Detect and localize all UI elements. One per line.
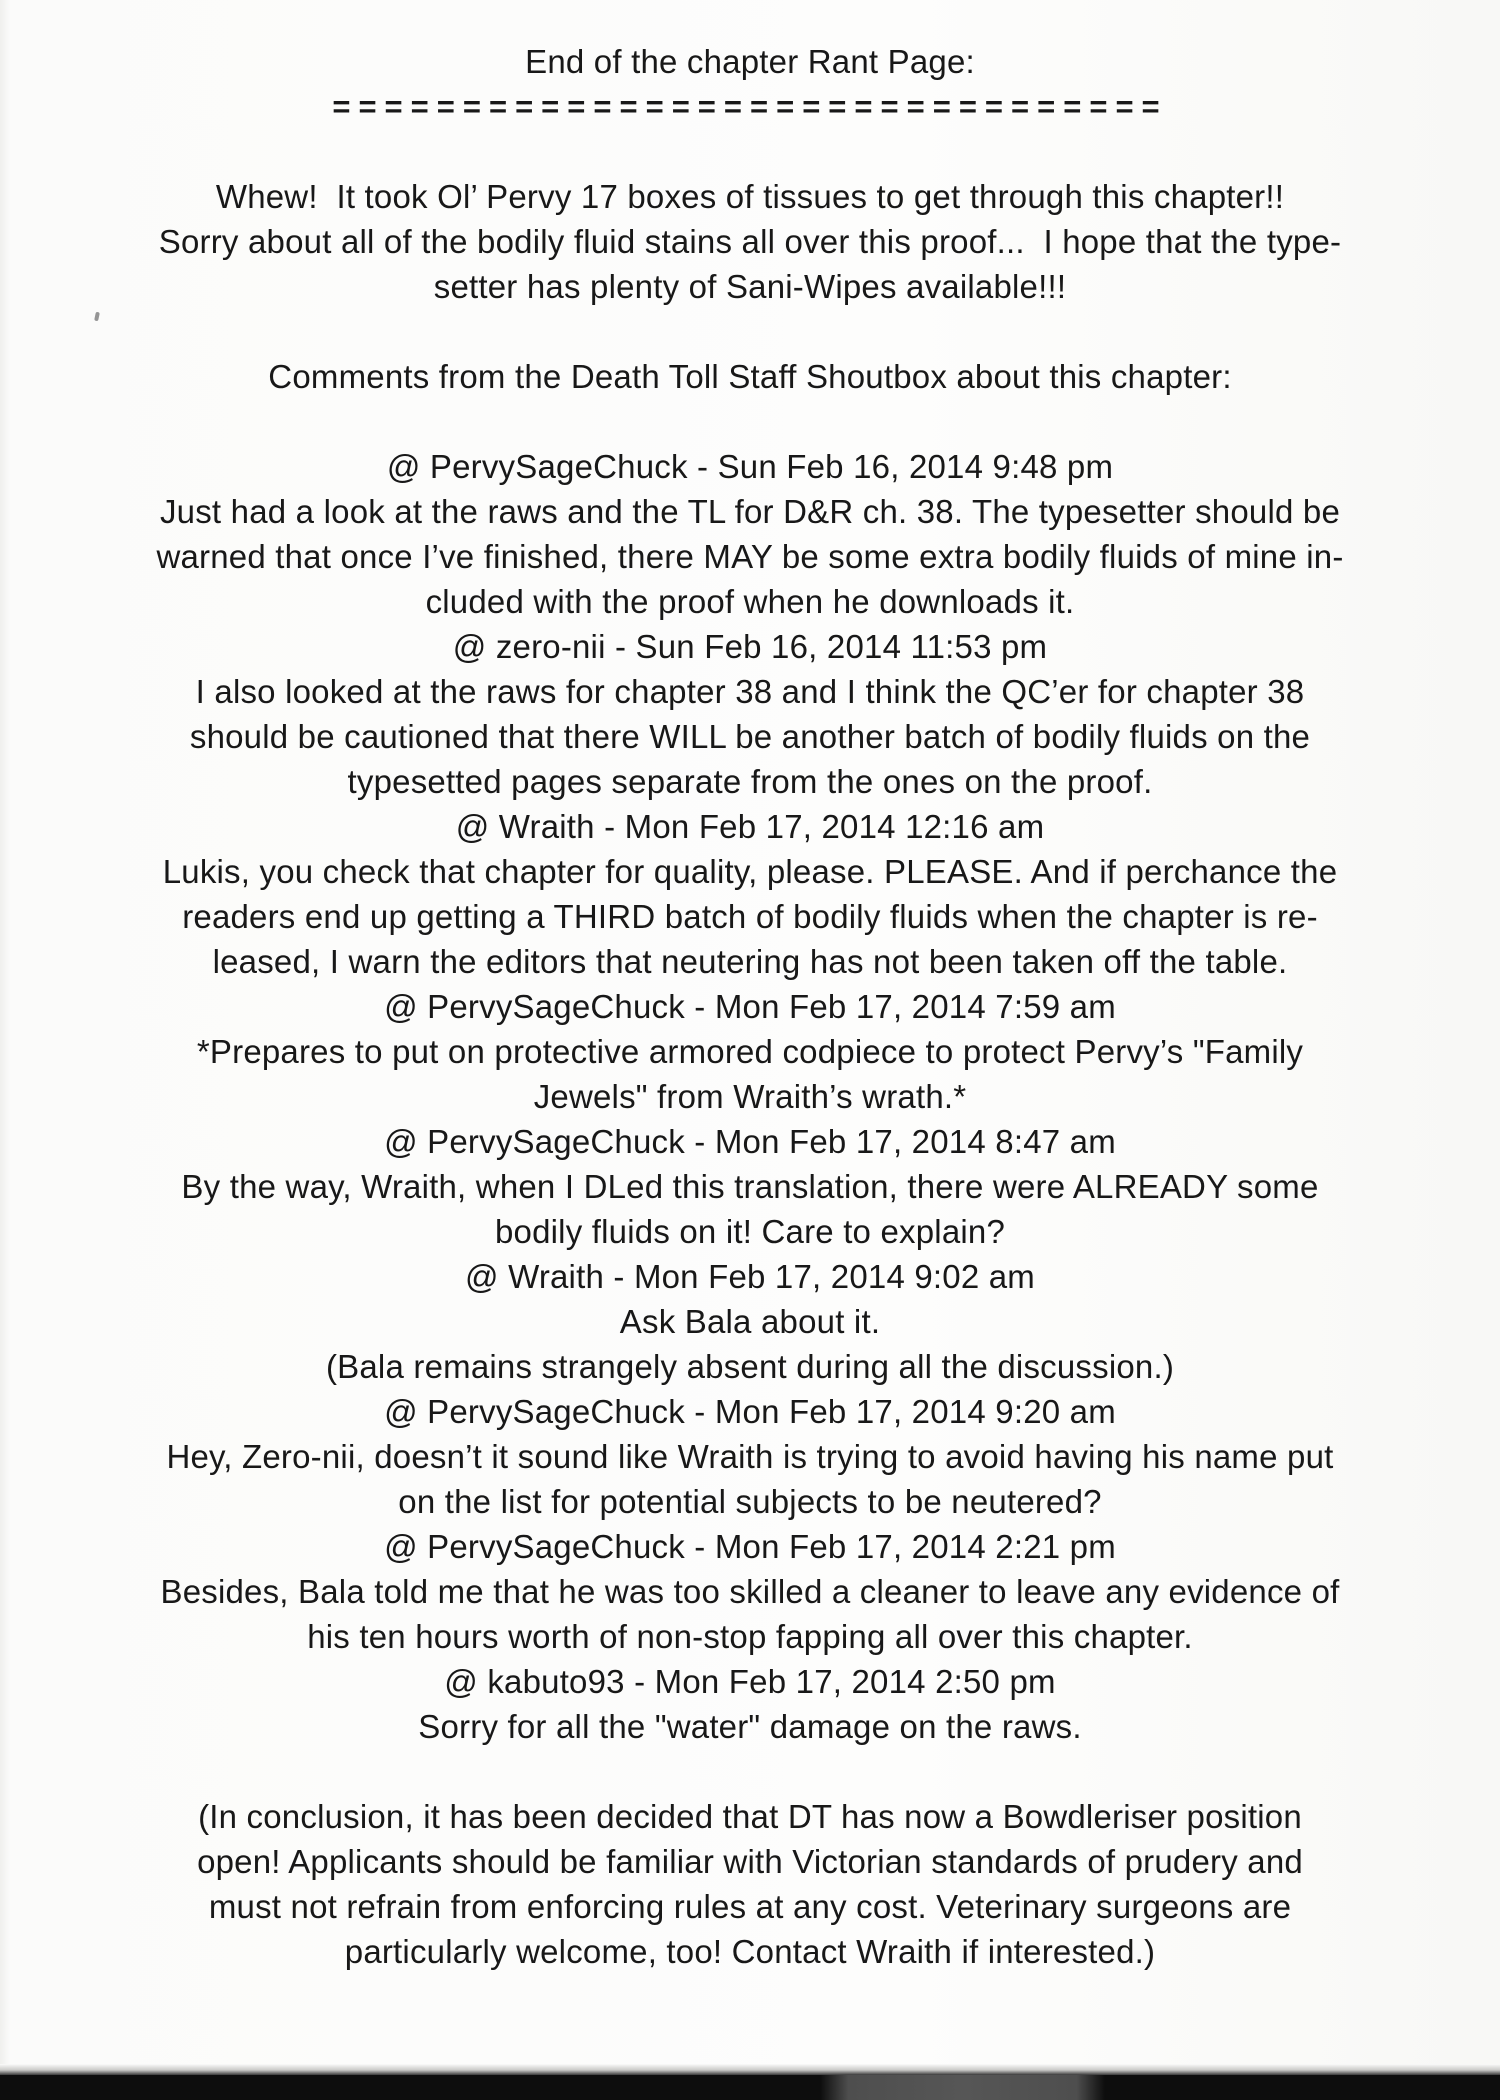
- comment: [0, 1254, 1500, 1389]
- conclusion-line: (In conclusion, it has been decided that DT has now a Bowdleriser position: [198, 1798, 1302, 1835]
- comment: [0, 984, 1500, 1119]
- comment-text-line: Sorry for all the "water" damage on the raws.: [418, 1708, 1082, 1745]
- comment-author-timestamp: @ Wraith - Mon Feb 17, 2014 9:02 am: [465, 1258, 1035, 1295]
- comment-text-line: cluded with the proof when he downloads it.: [425, 583, 1075, 620]
- comment-author-timestamp: @ PervySageChuck - Mon Feb 17, 2014 2:21 pm: [384, 1528, 1116, 1565]
- comment-text-line: his ten hours worth of non-stop fapping all over this chapter.: [307, 1618, 1193, 1655]
- comment: [0, 1119, 1500, 1254]
- comment-text-line: Lukis, you check that chapter for quality, please. PLEASE. And if perchance the: [162, 853, 1338, 890]
- intro-paragraph: [0, 174, 1500, 309]
- divider-line: ================================: [332, 89, 1168, 124]
- conclusion-line: particularly welcome, too! Contact Wraith if interested.): [344, 1933, 1156, 1970]
- comment-text-line: Jewels" from Wraith’s wrath.*: [533, 1078, 967, 1115]
- comment-text-line: Hey, Zero-nii, doesn’t it sound like Wraith is trying to avoid having his name put: [166, 1438, 1334, 1475]
- comment: [0, 444, 1500, 624]
- comment-text-line: I also looked at the raws for chapter 38 and I think the QC’er for chapter 38: [195, 673, 1305, 710]
- comment-text-line: Besides, Bala told me that he was too skilled a cleaner to leave any evidence of: [160, 1573, 1340, 1610]
- intro-line: Sorry about all of the bodily fluid stains all over this proof... I hope that the type-: [158, 223, 1342, 260]
- comment: [0, 1659, 1500, 1749]
- comments-list: [0, 444, 1500, 1749]
- scan-band-gray-segment: [820, 2075, 1105, 2100]
- comment-text-line: typesetted pages separate from the ones on the proof.: [347, 763, 1153, 800]
- conclusion-paragraph: [0, 1794, 1500, 1974]
- scan-bottom-band: [0, 2075, 1500, 2100]
- comment-author-timestamp: @ PervySageChuck - Mon Feb 17, 2014 8:47 am: [384, 1123, 1116, 1160]
- comment-text-line: (Bala remains strangely absent during all the discussion.): [325, 1348, 1175, 1385]
- comment-text-line: readers end up getting a THIRD batch of bodily fluids when the chapter is re-: [182, 898, 1318, 935]
- comment: [0, 1389, 1500, 1524]
- comment-author-timestamp: @ PervySageChuck - Sun Feb 16, 2014 9:48 pm: [386, 448, 1114, 485]
- conclusion-line: must not refrain from enforcing rules at any cost. Veterinary surgeons are: [208, 1888, 1292, 1925]
- intro-line: Whew! It took Ol’ Pervy 17 boxes of tissues to get through this chapter!!: [215, 178, 1285, 215]
- comment-text-line: By the way, Wraith, when I DLed this translation, there were ALREADY some: [181, 1168, 1319, 1205]
- comment-text-line: warned that once I’ve finished, there MAY be some extra bodily fluids of mine in-: [156, 538, 1344, 575]
- comment-author-timestamp: @ PervySageChuck - Mon Feb 17, 2014 9:20 am: [384, 1393, 1116, 1430]
- comment-text-line: leased, I warn the editors that neutering has not been taken off the table.: [212, 943, 1288, 980]
- page-title: End of the chapter Rant Page:: [525, 43, 975, 80]
- comment-text-line: on the list for potential subjects to be neutered?: [398, 1483, 1102, 1520]
- conclusion-line: open! Applicants should be familiar with Victorian standards of prudery and: [197, 1843, 1303, 1880]
- comment-text-line: Just had a look at the raws and the TL for D&R ch. 38. The typesetter should be: [159, 493, 1341, 530]
- comment: [0, 1524, 1500, 1659]
- comment-text-line: Ask Bala about it.: [619, 1303, 881, 1340]
- scan-band-fade: [0, 2064, 1500, 2075]
- comment-author-timestamp: @ zero-nii - Sun Feb 16, 2014 11:53 pm: [452, 628, 1048, 665]
- comment-author-timestamp: @ kabuto93 - Mon Feb 17, 2014 2:50 pm: [444, 1663, 1056, 1700]
- comment-text-line: should be cautioned that there WILL be another batch of bodily fluids on the: [189, 718, 1311, 755]
- comment-text-line: *Prepares to put on protective armored codpiece to protect Pervy’s "Family: [196, 1033, 1304, 1070]
- comment: [0, 624, 1500, 804]
- intro-line: setter has plenty of Sani-Wipes available!!!: [433, 268, 1067, 305]
- comment: [0, 804, 1500, 984]
- comment-text-line: bodily fluids on it! Care to explain?: [494, 1213, 1006, 1250]
- comment-author-timestamp: @ Wraith - Mon Feb 17, 2014 12:16 am: [455, 808, 1045, 845]
- comment-author-timestamp: @ PervySageChuck - Mon Feb 17, 2014 7:59 am: [384, 988, 1116, 1025]
- shoutbox-heading: Comments from the Death Toll Staff Shoutbox about this chapter:: [268, 358, 1232, 395]
